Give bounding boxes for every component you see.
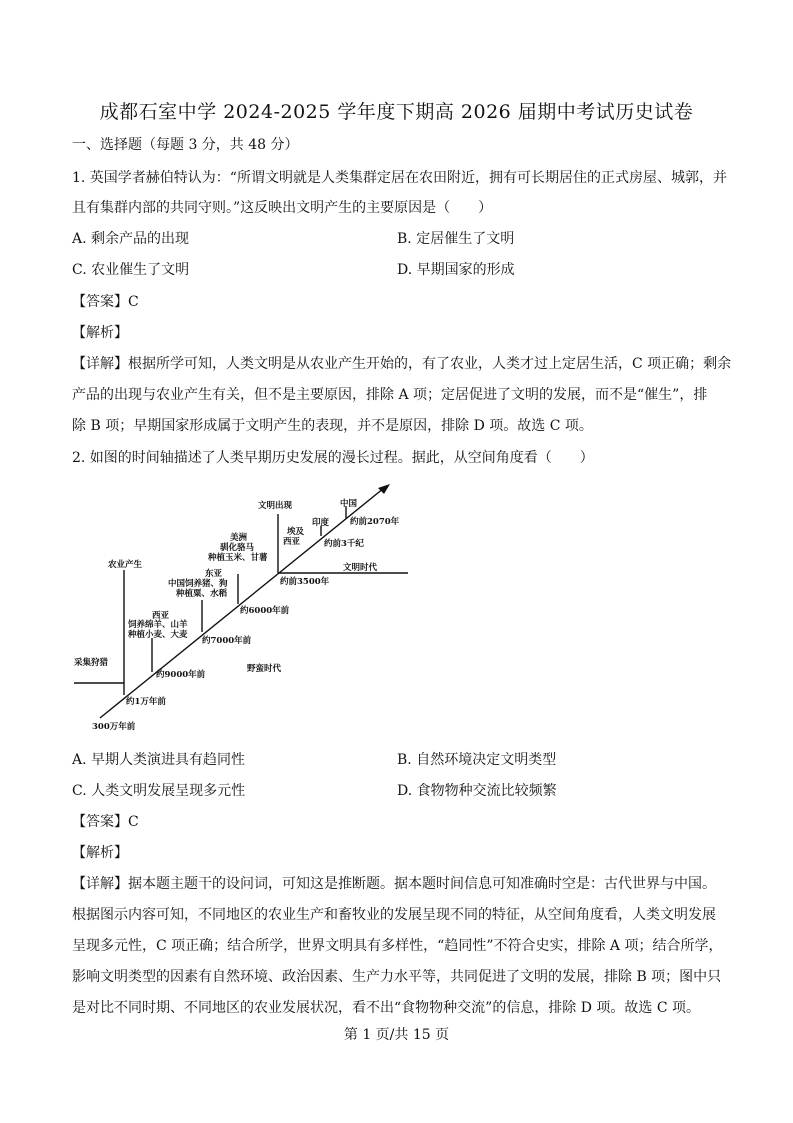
label-agri: 农业产生 — [108, 560, 143, 570]
q1-option-d: D. 早期国家的形成 — [397, 262, 515, 278]
arrow-head — [378, 484, 390, 494]
label-2070: 约前2070年 — [350, 517, 400, 527]
q1-option-c: C. 农业催生了文明 — [72, 262, 190, 278]
label-westasia-2: 种植小麦、大麦 — [128, 630, 188, 640]
q2-analysis-label: 【解析】 — [72, 845, 128, 861]
q1-option-b: B. 定居催生了文明 — [397, 231, 515, 247]
q1-detail-line1: 【详解】根据所学可知，人类文明是从农业产生开始的，有了农业，人类才过上定居生活，C 项正确；剩余 — [72, 356, 732, 372]
q2-option-d: D. 食物物种交流比较频繁 — [397, 783, 557, 799]
label-america-2: 种植玉米、甘薯 — [208, 553, 268, 563]
label-eastasia-2: 种植粟、水稻 — [176, 589, 228, 599]
label-hunting: 采集狩猎 — [74, 658, 109, 668]
q2-detail-line2: 根据图示内容可知，不同地区的农业生产和畜牧业的发展呈现不同的特征，从空间角度看，人类文明发展 — [72, 907, 716, 923]
timeline-figure — [70, 478, 420, 734]
label-eastasia-head: 东亚 — [205, 569, 223, 579]
page-title: 成都石室中学 2024-2025 学年度下期高 2026 届期中考试历史试卷 — [99, 101, 694, 123]
timeline-axis — [100, 488, 384, 718]
q2-detail-line1: 【详解】据本题主题干的设问词，可知这是推断题。据本题时间信息可知准确时空是：古代世界与中国。 — [72, 876, 716, 892]
q1-analysis-label: 【解析】 — [72, 325, 128, 341]
page-footer: 第 1 页/共 15 页 — [343, 1027, 450, 1043]
label-10000: 约1万年前 — [126, 697, 166, 707]
label-egypt-2: 西亚 — [283, 537, 301, 547]
q2-detail-line4: 影响文明类型的因素有自然环境、政治因素、生产力水平等，共同促进了文明的发展，排除 B 项；图中只 — [72, 969, 722, 985]
label-westasia-head: 西亚 — [152, 611, 170, 621]
q2-option-b: B. 自然环境决定文明类型 — [397, 752, 557, 768]
q2-detail-line3: 呈现多元性，C 项正确；结合所学，世界文明具有多样性，“趋同性”不符合史实，排除 A 项；结合所学， — [72, 938, 723, 954]
q1-detail-line2: 产品的出现与农业产生有关，但不是主要原因，排除 A 项；定居促进了文明的发展，而不是“催生”，排 — [72, 387, 708, 403]
label-china: 中国 — [340, 499, 358, 509]
q2-stem: 2. 如图的时间轴描述了人类早期历史发展的漫长过程。据此，从空间角度看（ ） — [72, 450, 594, 466]
q2-option-a: A. 早期人类演进具有趋同性 — [72, 752, 246, 768]
label-9000: 约9000年前 — [156, 670, 206, 680]
label-civ-era: 文明时代 — [343, 563, 378, 573]
q1-answer: 【答案】C — [72, 294, 139, 310]
q2-option-c: C. 人类文明发展呈现多元性 — [72, 783, 246, 799]
q1-stem-line2: 且有集群内部的共同守则。”这反映出文明产生的主要原因是（ ） — [72, 200, 493, 216]
section-heading: 一、选择题（每题 3 分，共 48 分） — [72, 137, 299, 153]
label-westasia-1: 饲养绵羊、山羊 — [128, 620, 188, 630]
label-7000: 约7000年前 — [202, 636, 252, 646]
q1-option-a: A. 剩余产品的出现 — [72, 231, 190, 247]
label-6000: 约6000年前 — [240, 606, 290, 616]
q2-detail-line5: 是对比不同时期、不同地区的农业发展状况，看不出“食物物种交流”的信息，排除 D 项。故选 C 项。 — [72, 1000, 701, 1016]
label-eastasia-1: 中国饲养猪、狗 — [168, 579, 228, 589]
label-egypt-1: 埃及 — [287, 527, 305, 537]
label-3000: 约前3千纪 — [324, 539, 364, 549]
q2-answer: 【答案】C — [72, 814, 139, 830]
label-america-1: 驯化骆马 — [220, 543, 255, 553]
label-3500: 约前3500年 — [280, 577, 330, 587]
label-barbaric: 野蛮时代 — [247, 664, 282, 674]
label-america-head: 美洲 — [230, 533, 248, 543]
label-india: 印度 — [312, 518, 330, 528]
q1-detail-line3: 除 B 项；早期国家形成属于文明产生的表现，并不是原因，排除 D 项。故选 C 项。 — [72, 418, 593, 434]
q1-stem-line1: 1. 英国学者赫伯特认为：“所谓文明就是人类集群定居在农田附近，拥有可长期居住的正式房屋、城郭，并 — [72, 170, 727, 186]
label-start: 300万年前 — [92, 722, 136, 732]
label-civ-appear: 文明出现 — [258, 501, 293, 511]
